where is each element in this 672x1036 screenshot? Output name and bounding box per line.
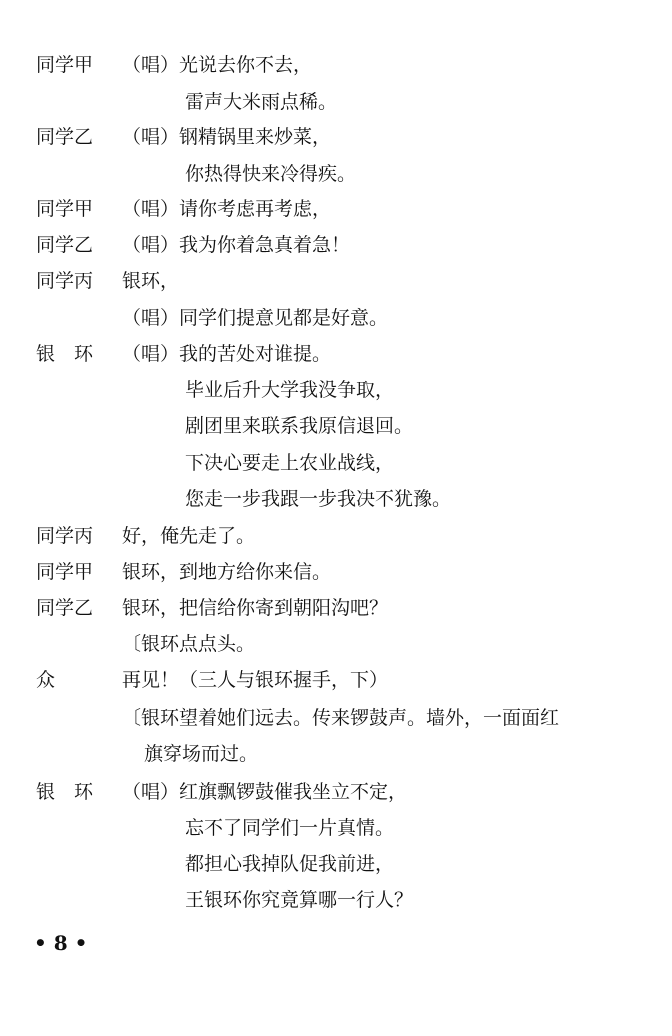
line-text: 王银环你究竟算哪一行人？ [185, 889, 414, 911]
script-line [0, 849, 672, 879]
script-line [0, 122, 672, 152]
speaker-name: 银 环 [36, 343, 94, 365]
script-line [0, 593, 672, 623]
line-text: （唱）我的苦处对谁提。 [122, 343, 332, 365]
script-line [0, 375, 672, 405]
line-text: 银环， [122, 270, 180, 292]
speaker-name: 银 环 [36, 781, 94, 803]
speaker-name: 同学甲 [36, 561, 94, 583]
script-line [0, 50, 672, 80]
line-text: 毕业后升大学我没争取， [185, 379, 395, 401]
speaker-name: 同学乙 [36, 234, 94, 256]
line-text: 好，俺先走了。 [122, 525, 256, 547]
line-text: 忘不了同学们一片真情。 [185, 817, 395, 839]
stage-direction [0, 703, 672, 733]
line-text: 你热得快来冷得疾。 [185, 163, 357, 185]
line-text: 剧团里来联系我原信退回。 [185, 415, 414, 437]
line-text: （唱）同学们提意见都是好意。 [122, 307, 389, 329]
speaker-name: 同学甲 [36, 54, 94, 76]
script-line [0, 194, 672, 224]
script-line [0, 87, 672, 117]
script-line [0, 230, 672, 260]
line-text: 下决心要走上农业战线， [185, 452, 395, 474]
line-text: （唱）请你考虑再考虑， [122, 198, 332, 220]
line-text: 雷声大米雨点稀。 [185, 91, 338, 113]
script-line [0, 521, 672, 551]
line-text: 旗穿场而过。 [144, 743, 259, 765]
line-text: （唱）钢精锅里来炒菜， [122, 126, 332, 148]
script-line [0, 266, 672, 296]
line-text: （唱）光说去你不去， [122, 54, 313, 76]
line-text: （唱）我为你着急真着急！ [122, 234, 351, 256]
script-line [0, 813, 672, 843]
script-line [0, 885, 672, 915]
script-line [0, 339, 672, 369]
page-number: • 8 • [34, 931, 88, 955]
stage-direction [0, 629, 672, 659]
line-text: 再见！（三人与银环握手，下） [122, 669, 389, 691]
line-text: 〔银环点点头。 [122, 633, 256, 655]
speaker-name: 同学丙 [36, 525, 94, 547]
speaker-name: 同学丙 [36, 270, 94, 292]
line-text: 都担心我掉队促我前进， [185, 853, 395, 875]
speaker-name: 同学乙 [36, 126, 94, 148]
line-text: 〔银环望着她们远去。传来锣鼓声。墙外，一面面红 [122, 707, 560, 729]
script-line [0, 411, 672, 441]
speaker-name: 同学甲 [36, 198, 94, 220]
script-line [0, 557, 672, 587]
script-line [0, 777, 672, 807]
script-line [0, 484, 672, 514]
script-line [0, 159, 672, 189]
script-line [0, 665, 672, 695]
line-text: 银环，把信给你寄到朝阳沟吧？ [122, 597, 389, 619]
speaker-name: 同学乙 [36, 597, 94, 619]
script-line [0, 448, 672, 478]
line-text: （唱）红旗飘锣鼓催我坐立不定， [122, 781, 408, 803]
line-text: 银环，到地方给你来信。 [122, 561, 332, 583]
line-text: 您走一步我跟一步我决不犹豫。 [185, 488, 452, 510]
script-line [0, 303, 672, 333]
stage-direction [0, 739, 672, 769]
speaker-name: 众 [36, 669, 56, 691]
